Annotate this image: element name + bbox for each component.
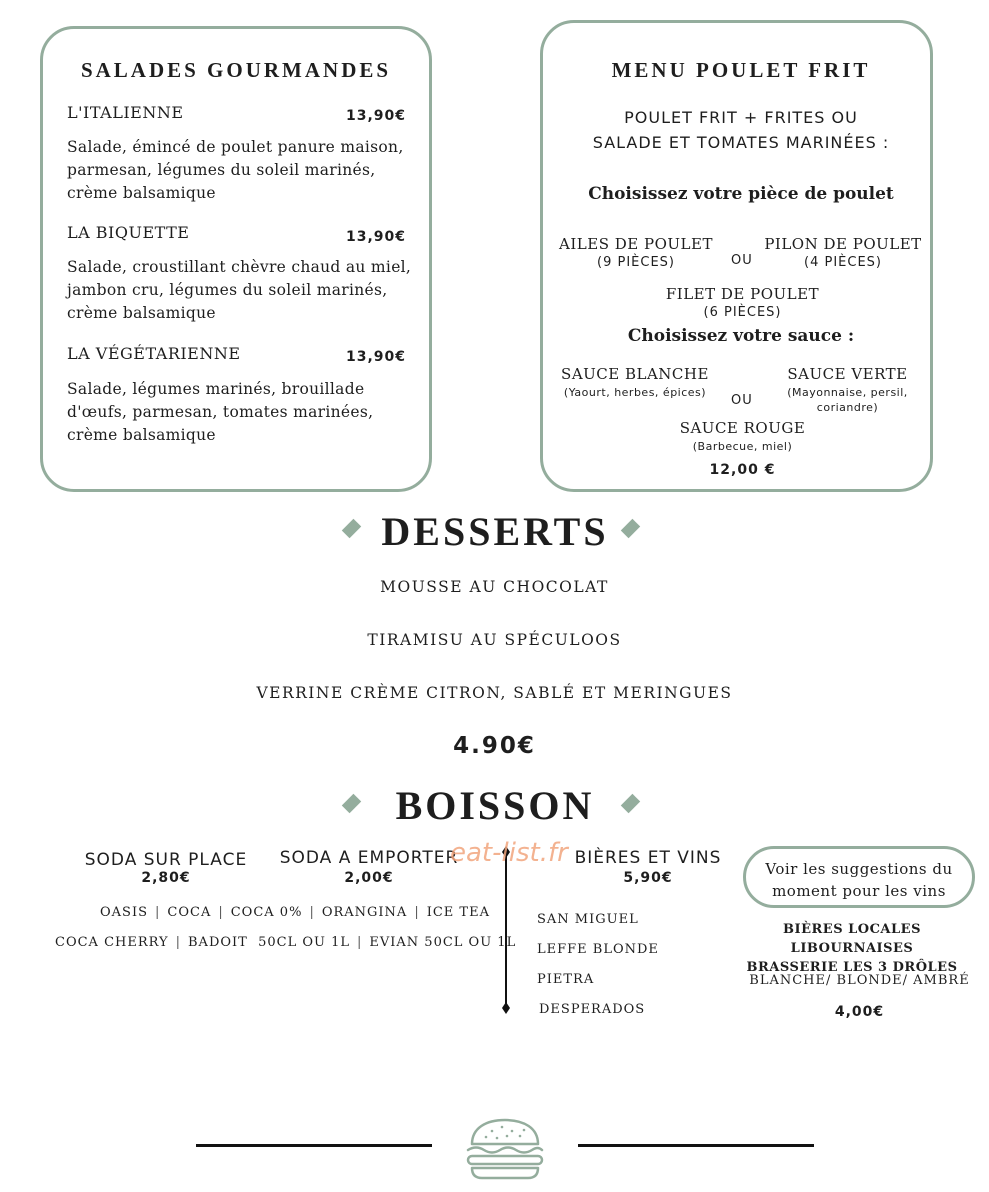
bieres-locales-title: BIÈRES LOCALES LIBOURNAISES BRASSERIE LES 3 DRÔLES xyxy=(746,922,958,975)
beer-item: DESPERADOS xyxy=(539,1002,646,1017)
soft-item: COCA 0% xyxy=(230,905,303,920)
soft-item: ICE TEA xyxy=(426,905,490,920)
desserts-price: 4.90€ xyxy=(453,733,536,759)
wine-suggestion-badge: Voir les suggestions du moment pour les vins xyxy=(743,846,975,908)
salades-title: SALADES GOURMANDES xyxy=(80,58,392,82)
piece-pilon: PILON DE POULET (4 PIÈCES) xyxy=(764,235,922,270)
salade-desc-biquette: Salade, croustillant chèvre chaud au miel, jambon cru, légumes du soleil marinés, crème balsamique xyxy=(67,258,412,322)
soft-item: COCA xyxy=(167,905,212,920)
desserts-diamond-right-icon xyxy=(621,519,640,538)
beer-item: SAN MIGUEL xyxy=(537,912,639,927)
beer-item: LEFFE BLONDE xyxy=(537,942,659,957)
poulet-price: 12,00 € xyxy=(709,462,776,478)
soft-item: EVIAN 50CL OU 1L xyxy=(369,935,517,950)
sauce-blanche: SAUCE BLANCHE (Yaourt, herbes, épices) xyxy=(561,365,709,399)
salade-name-biquette: LA BIQUETTE xyxy=(67,223,190,242)
salade-price-biquette: 13,90€ xyxy=(346,229,407,245)
bieres-et-vins: BIÈRES ET VINS 5,90€ xyxy=(574,848,722,886)
salade-desc-italienne: Salade, émincé de poulet panure maison, parmesan, légumes du soleil marinés, crème balsamique xyxy=(67,138,404,202)
footer-rule-right xyxy=(578,1144,814,1147)
burger-icon xyxy=(462,1116,548,1182)
salade-price-vegetarienne: 13,90€ xyxy=(346,349,407,365)
boisson-diamond-right-icon xyxy=(621,794,640,813)
choose-piece-heading: Choisissez votre pièce de poulet xyxy=(588,184,894,204)
beer-item: PIETRA xyxy=(537,972,595,987)
boisson-title: BOISSON xyxy=(395,783,595,828)
salade-name-vegetarienne: LA VÉGÉTARIENNE xyxy=(67,344,241,363)
desserts-title: DESSERTS xyxy=(381,509,609,554)
soft-item: BADOIT 50CL OU 1L xyxy=(188,935,350,950)
beer-list xyxy=(537,905,659,1025)
piece-filet: FILET DE POULET (6 PIÈCES) xyxy=(665,285,820,320)
dessert-item: VERRINE CRÈME CITRON, SABLÉ ET MERINGUES xyxy=(256,684,733,702)
bieres-locales-price: 4,00€ xyxy=(834,1004,885,1020)
poulet-intro: POULET FRIT + FRITES OU SALADE ET TOMATES MARINÉES : xyxy=(592,108,890,152)
soda-a-emporter: SODA A EMPORTER 2,00€ xyxy=(279,848,459,886)
choose-sauce-heading: Choisissez votre sauce : xyxy=(627,326,855,346)
sauce-verte: SAUCE VERTE (Mayonnaise, persil, coriandre) xyxy=(787,365,908,414)
salade-price-italienne: 13,90€ xyxy=(346,108,407,124)
soda-sur-place: SODA SUR PLACE 2,80€ xyxy=(84,850,248,886)
footer-rule-left xyxy=(196,1144,432,1147)
ou-sauces: OU xyxy=(731,393,753,408)
desserts-diamond-left-icon xyxy=(342,519,361,538)
soft-item: ORANGINA xyxy=(321,905,408,920)
salade-name-italienne: L'ITALIENNE xyxy=(67,103,184,122)
boisson-diamond-left-icon xyxy=(342,794,361,813)
sauce-rouge: SAUCE ROUGE (Barbecue, miel) xyxy=(679,419,806,453)
poulet-title: MENU POULET FRIT xyxy=(611,58,871,82)
ou-pieces: OU xyxy=(731,253,753,268)
dessert-item: TIRAMISU AU SPÉCULOOS xyxy=(367,631,622,649)
piece-ailes: AILES DE POULET (9 PIÈCES) xyxy=(559,235,713,270)
watermark: eat-list.fr xyxy=(450,838,568,868)
soft-item: COCA CHERRY xyxy=(55,935,169,950)
salade-desc-vegetarienne: Salade, légumes marinés, brouillade d'œufs, parmesan, tomates marinées, crème balsamique xyxy=(67,380,374,444)
softs-row-1: OASIS | COCA | COCA 0% | ORANGINA | ICE TEA xyxy=(100,905,490,920)
bieres-locales-types: BLANCHE/ BLONDE/ AMBRÉ xyxy=(749,973,970,988)
soft-item: OASIS xyxy=(100,905,148,920)
dessert-item: MOUSSE AU CHOCOLAT xyxy=(380,578,609,596)
softs-row-2: COCA CHERRY | BADOIT 50CL OU 1L | EVIAN 50CL OU 1L xyxy=(55,935,517,950)
vertical-divider-arrow-icon xyxy=(500,846,512,1014)
